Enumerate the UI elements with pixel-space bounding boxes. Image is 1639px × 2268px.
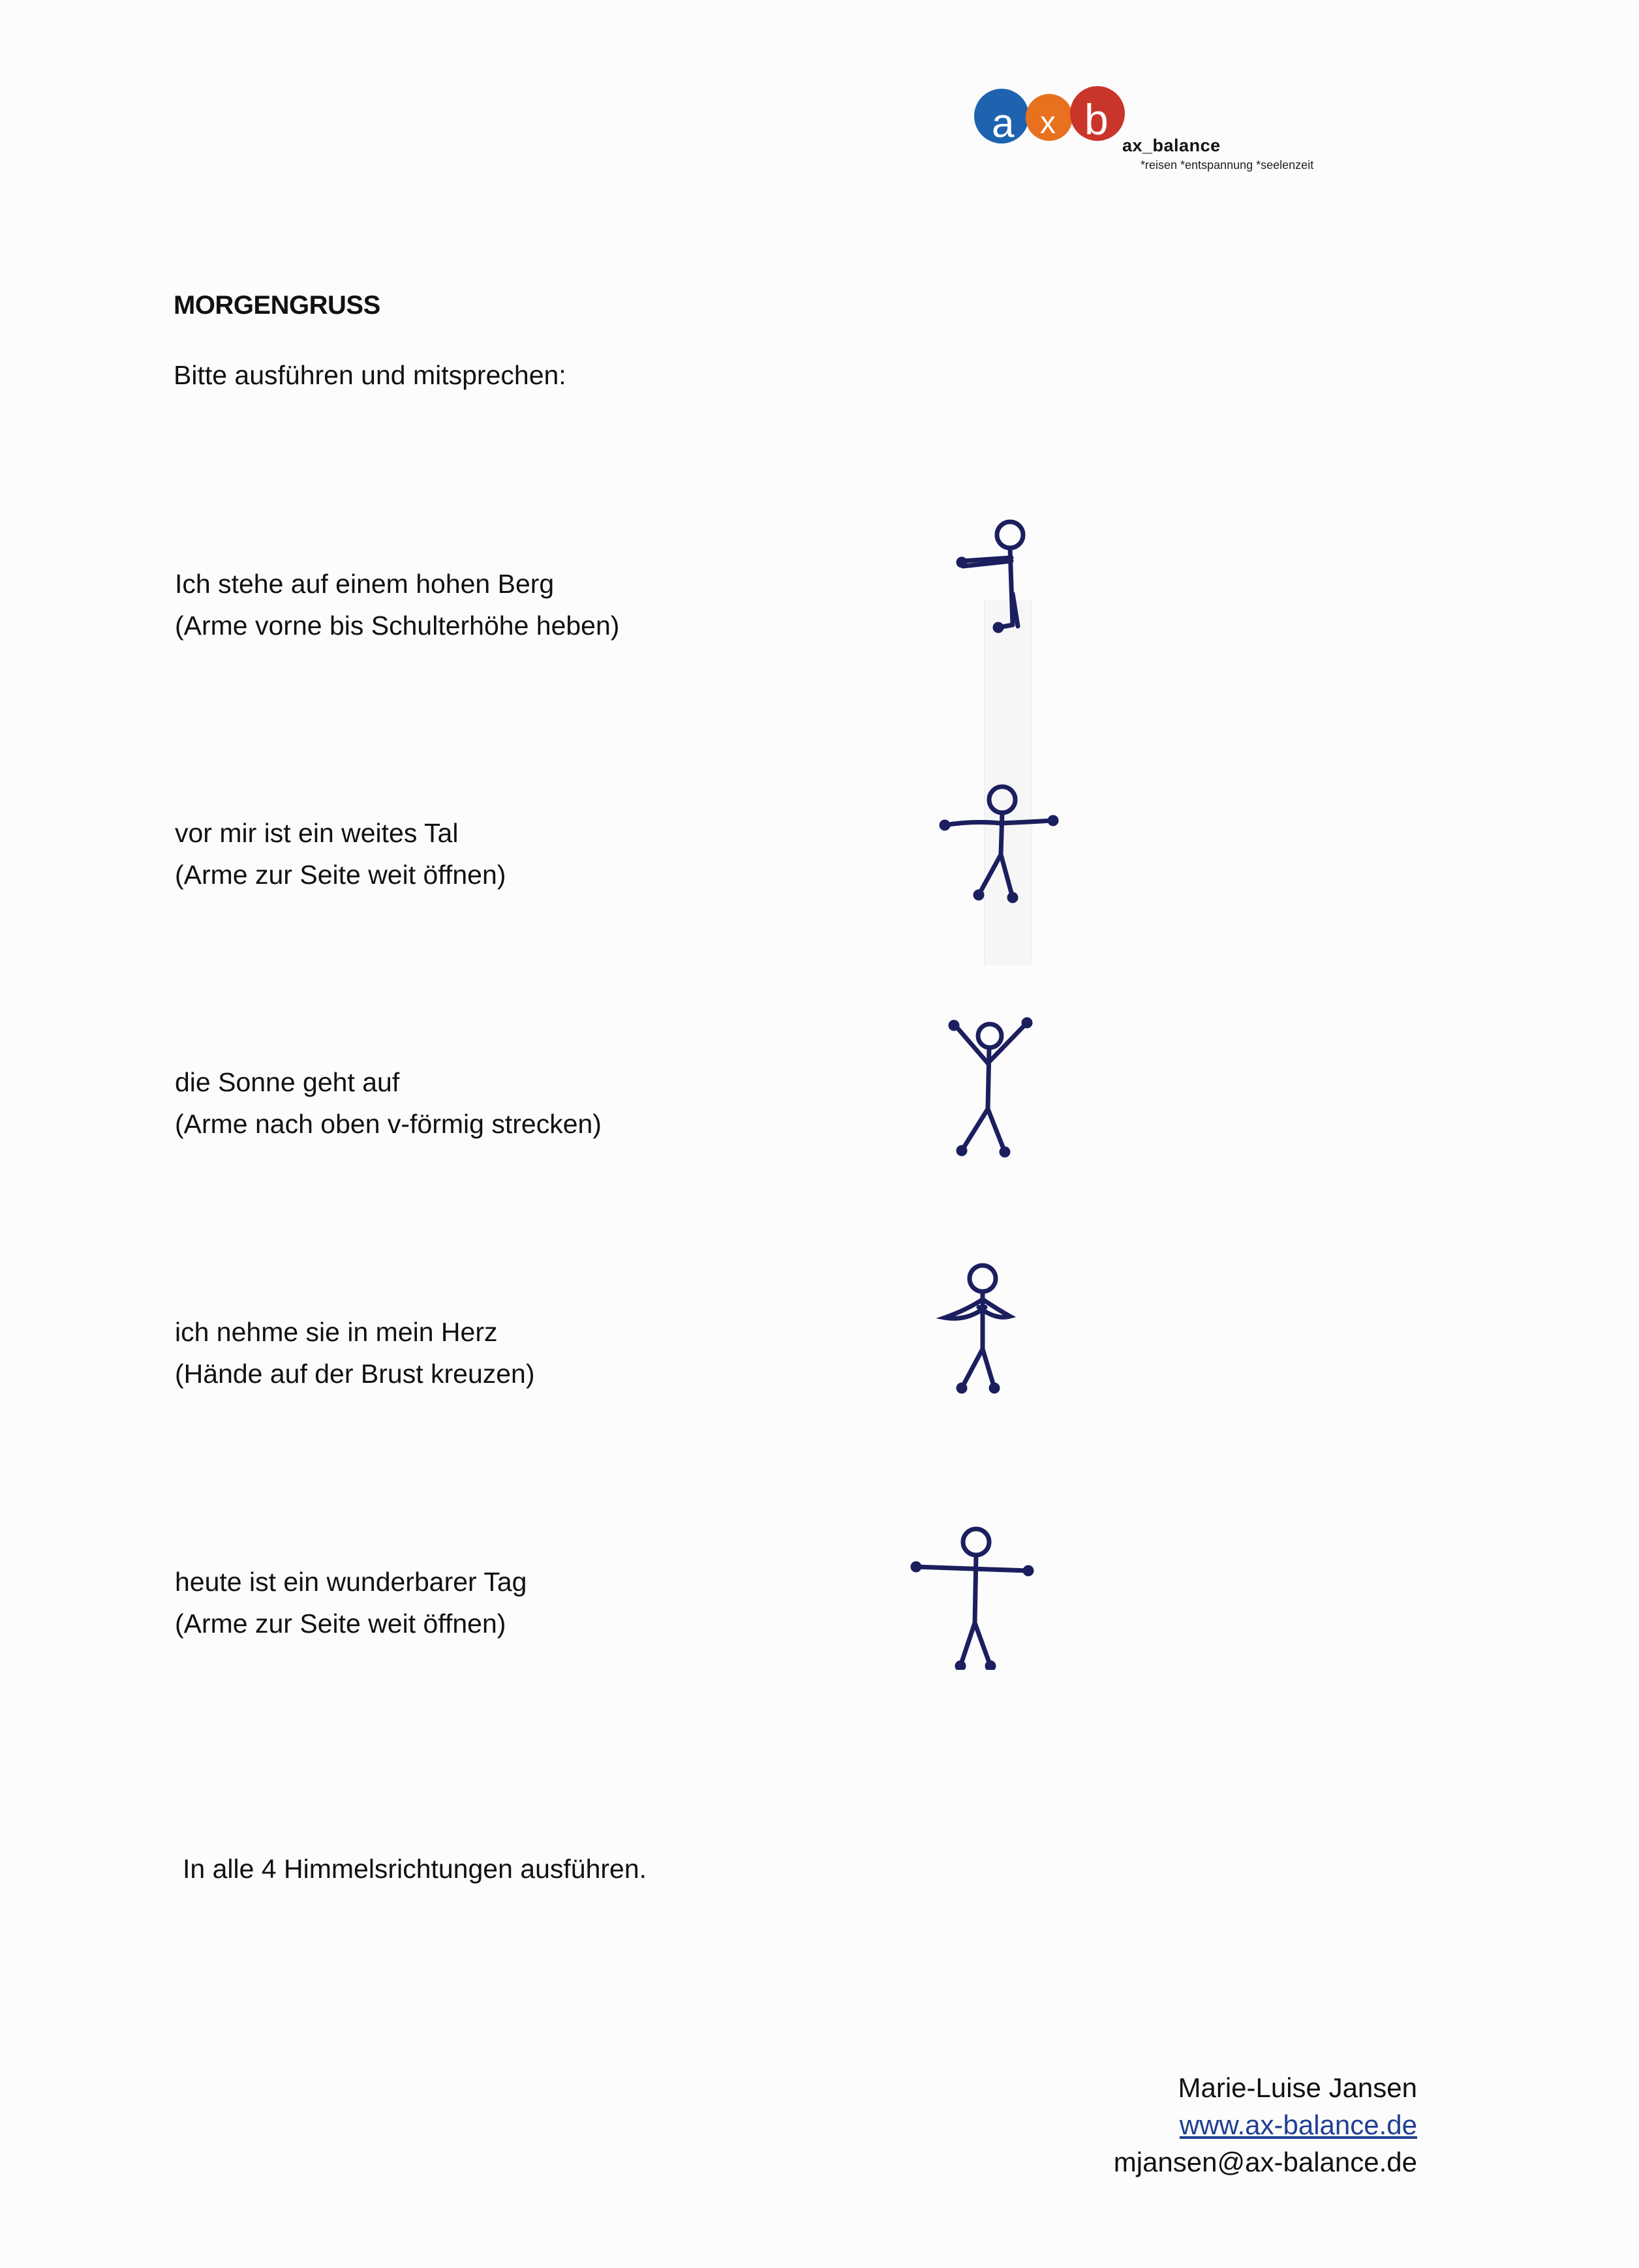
arms-forward-stick-figure-icon <box>953 509 1096 665</box>
contact-block <box>1114 2069 1417 2181</box>
contact-name: Marie-Luise Jansen <box>1178 2072 1417 2103</box>
step-5 <box>175 1561 527 1644</box>
arms-up-v-stick-figure-icon <box>940 1011 1083 1168</box>
logo-circles-icon <box>972 83 1135 149</box>
step-5-instruction: (Arme zur Seite weit öffnen) <box>175 1609 506 1639</box>
outro-text: In alle 4 Himmelsrichtungen ausführen. <box>183 1854 647 1884</box>
step-2-instruction: (Arme zur Seite weit öffnen) <box>175 860 506 890</box>
intro-text: Bitte ausführen und mitsprechen: <box>174 360 566 390</box>
website-link[interactable]: www.ax-balance.de <box>1179 2109 1417 2140</box>
logo-letter-x: x <box>1040 106 1056 140</box>
arms-side-stick-figure-icon <box>907 1513 1050 1670</box>
step-1-text: Ich stehe auf einem hohen Berg <box>175 569 555 599</box>
step-4 <box>175 1311 535 1395</box>
contact-email[interactable]: mjansen@ax-balance.de <box>1113 2147 1417 2177</box>
logo-tagline: *reisen *entspannung *seelenzeit <box>1141 159 1314 172</box>
step-3-instruction: (Arme nach oben v-förmig strecken) <box>175 1109 602 1139</box>
logo-brand-name: ax_balance <box>1122 136 1221 155</box>
step-1 <box>175 563 619 646</box>
logo-letter-a: a <box>992 101 1015 146</box>
step-4-text: ich nehme sie in mein Herz <box>175 1317 498 1347</box>
logo-letter-b: b <box>1084 95 1109 144</box>
step-3-text: die Sonne geht auf <box>175 1067 400 1097</box>
step-3 <box>175 1061 602 1145</box>
step-1-instruction: (Arme vorne bis Schulterhöhe heben) <box>175 611 620 641</box>
step-2 <box>175 812 506 896</box>
arms-side-stick-figure-icon <box>933 770 1077 926</box>
document-title: MORGENGRUSS <box>174 291 380 320</box>
step-5-text: heute ist ein wunderbarer Tag <box>175 1567 527 1597</box>
step-4-instruction: (Hände auf der Brust kreuzen) <box>175 1359 535 1389</box>
hands-on-chest-stick-figure-icon <box>933 1252 1077 1409</box>
ax-balance-logo <box>972 83 1403 188</box>
step-2-text: vor mir ist ein weites Tal <box>175 818 459 848</box>
